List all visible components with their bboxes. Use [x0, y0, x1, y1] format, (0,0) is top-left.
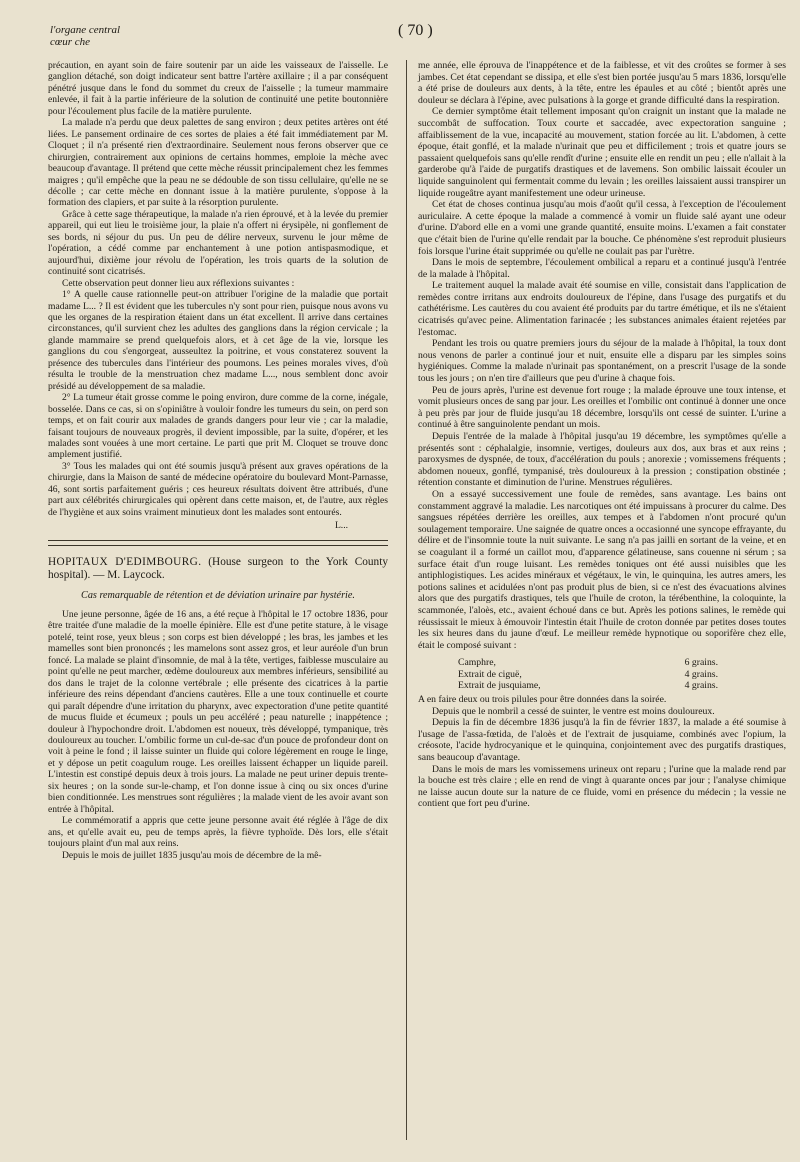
column-divider — [406, 60, 407, 1140]
prescription-row — [458, 669, 718, 681]
prescription-item: Camphre, — [458, 657, 496, 669]
paragraph: Grâce à cette sage thérapeutique, la malade n'a rien éprouvé, et à la levée du premier appareil, qui eut lieu le troisième jour, la plaie n'a offert ni érysipèle, ni gonflement de ses bords, ni séjour du pus. Un peu de délire nerveux, survenu le jour même de l'opération, a cédé comme par enchantement à une potion antispasmodique, et aujourd'hui, dixième jour révolu de l'opération, les trois quarts de la solution de continuité sont cicatrisés. — [48, 208, 388, 278]
prescription-table — [458, 657, 718, 692]
prescription-row — [458, 657, 718, 669]
author-signature: L... — [334, 520, 348, 532]
paragraph: Le commémoratif a appris que cette jeune personne avait été réglée à l'âge de dix ans, et qu'elle avait eu, peu de temps après, la fièvre typhoïde. Dès lors, elle s'était toujours plaint d'un mal aux reins. — [48, 815, 388, 850]
prescription-qty: 4 grains. — [684, 680, 718, 692]
section-title — [48, 556, 388, 582]
section-divider — [48, 545, 388, 546]
paragraph: 1° A quelle cause rationnelle peut-on attribuer l'origine de la maladie que portait madame L... ? Il est évident que les tubercules n'y sont pour rien, puisque nous avons vu que les organes de la respiration étaient dans un état excellent. Il arrive dans certaines circonstances, qu'il survient chez les adultes des ganglions dans la région cervicale ; la glande mammaire se prend quelquefois alors, et à cet âge de la vie, lorsque les ganglions du cou s'engorgeat, ausseultez la poitrine, et vous constaterez souvent la présence des tubercules dans l'intérieur des poumons. Les peines morales vives, d'où résulta le trouble de la menstruation chez madame L..., nous semblent donc avoir présidé au développement de sa maladie. — [48, 289, 388, 392]
section-subtitle: Cas remarquable de rétention et de déviation urinaire par hystérie. — [81, 589, 355, 601]
left-column — [48, 60, 388, 861]
prescription-item: Extrait de jusquiame, — [458, 680, 541, 692]
paragraph: Dans le mois de mars les vomissemens urineux ont reparu ; l'urine que la malade rend par la bouche est très claire ; elle en rend de vingt à quarante onces par jour ; l'analyse chimique ne laisse aucun doute sur la nature de ce fluide, vomi en présence du médecin ; la vessie ne contient que fort peu d'urine. — [418, 763, 786, 810]
prescription-item: Extrait de ciguë, — [458, 668, 522, 680]
paragraph: Cette observation peut donner lieu aux réflexions suivantes : — [62, 277, 295, 289]
right-column — [418, 60, 786, 810]
prescription-qty: 4 grains. — [684, 668, 718, 680]
running-head-left: l'organe central cœur che — [50, 24, 121, 48]
page-number: ( 70 ) — [398, 22, 433, 39]
paragraph: Cet état de choses continua jusqu'au mois d'août qu'il cessa, à l'exception de l'écoulement auriculaire. A cette époque la malade a commencé à vomir un fluide salé ayant une odeur d'urine. D'abord elle en a vomi une grande quantité, ensuite moins. L'examen a fait constater que c'était bien de l'urine qu'elle rendait par la bouche. Ce phénomène s'est reproduit plusieurs fois lorsque l'urine était supprimée ou qu'elle ne coulait pas par l'urètre. — [418, 199, 786, 257]
paragraph: me année, elle éprouva de l'inappétence et de la faiblesse, et vit des croûtes se former à ses jambes. Cet état cependant se dissipa, et elle s'est bien portée jusqu'au 5 mars 1836, lorsqu'elle a été prise de douleurs aux dents, à la tête, entre les épaules et au côté ; bientôt après une douleur se déclara à l'épine, avec pulsations à la gorge et grande difficulté dans la respiration. — [418, 60, 786, 106]
paragraph: Depuis l'entrée de la malade à l'hôpital jusqu'au 19 décembre, les symptômes qu'elle a présentés sont : céphalalgie, insomnie, vertiges, douleurs aux dos, aux bras et aux reins ; paroxysmes de dyspnée, de toux, d'accélération du pouls ; anorexie ; vomissemens fréquents ; abdomen noueux, gonflé, tympanisé, très douloureux à la pression ; constipation obstinée ; rétention constante et diminution de l'urine. Menstrues régulières. — [418, 431, 786, 489]
section-divider — [48, 540, 388, 541]
prescription-qty: 6 grains. — [684, 657, 718, 669]
section-title-caps: HOPITAUX D'EDIMBOURG. — [48, 555, 202, 568]
paragraph: La malade n'a perdu que deux palettes de sang environ ; deux petites artères ont été liées. Le pansement ordinaire de ces sortes de plaies a été fait immédiatement par M. Cloquet ; il n'a présenté rien d'extraordinaire. Seulement nous ferons observer que ce chirurgien, contrairement aux opinions de certains hommes, emploie la mèche avec beaucoup d'avantage. Il prétend que cette mèche réussit principalement chez les femmes maigres ; qu'il empêche que la peau ne se dédouble de son tissu cellulaire, qu'elle ne se décolle ; car cette mèche en donnant issue à la matière purulente, s'oppose à la formation des clapiers, et par suite à la résorption purulente. — [48, 117, 388, 209]
paragraph: Une jeune personne, âgée de 16 ans, a été reçue à l'hôpital le 17 octobre 1836, pour être traitée d'une maladie de la moelle épinière. Elle est d'une petite stature, à le visage potelé, teint rose, yeux bleus ; son corps est bien développé ; les bras, les jambes et les mamelles sont bien prononcés ; les mamelons sont assez gros, et leur auréole d'un brun foncé. La malade se plaint d'insomnie, de mal à la tête, vertiges, faiblesse musculaire au point qu'elle ne peut marcher, œdème douloureux aux membres inférieurs, sensibilité au dos dans le trajet de la colonne vertébrale ; elle présente des cicatrices à la partie inférieure des reins dépendant d'anciens cautères. Elle a une toux continuelle et courte qui paraît dépendre d'une irritation du pharynx, avec expectoration d'une petite quantité de mucus fluide et écumeux ; pouls un peu accéléré ; peau naturelle ; inappétence ; douleur à l'hypochondre droit. L'abdomen est noueux, très développé, tympanique, très douloureux au toucher. L'ombilic forme un cul-de-sac d'un pouce de profondeur dont on voit à peine le fond ; il laisse suinter un fluide qui colore légèrement en rouge le linge, et y dépose un petit coagulum rouge. Les oreilles laissent échapper un liquide pareil. L'intestin est constipé depuis deux à trois jours. La malade ne peut uriner depuis trente-six heures ; on la sonde sur-le-champ, et l'on donne issue à cinq ou six onces d'urine bien conditionnée. Les menstrues sont régulières ; la malade vient de les avoir avant son entrée à l'hôpital. — [48, 609, 388, 815]
paragraph: précaution, en ayant soin de faire soutenir par un aide les vaisseaux de l'aisselle. Le ganglion détaché, son doigt indicateur sent battre l'artère axillaire ; il a par conséquent pénétré jusque dans le fond du sommet du creux de l'aisselle ; la tumeur mammaire enlevée, il fait à la partie inférieure de la solution de continuité une petite boutonnière pour l'écoulement plus facile de la matière purulente. — [48, 60, 388, 117]
paragraph: 2° La tumeur était grosse comme le poing environ, dure comme de la corne, inégale, bosselée. Dans ce cas, si on s'opiniâtre à vouloir fondre les tumeurs du sein, on perd son temps, et on fait courir aux malades de grands dangers pour leur vie ; car la maladie, faisant toujours de nouveaux progrès, il devient impossible, par la suite, d'opérer, et les malades sont vouées à une mort certaine. Le parti que prit M. Cloquet se trouve donc amplement justifié. — [48, 392, 388, 461]
paragraph: Pendant les trois ou quatre premiers jours du séjour de la malade à l'hôpital, la toux dont nous venons de parler a continué jour et nuit, ensuite elle a disparu par les simples soins hygiéniques. Comme la malade n'urinait pas spontanément, on a prescrit l'usage de la sonde tous les jours ; on n'en tire d'ailleurs que peu d'urine à chaque fois. — [418, 338, 786, 385]
paragraph: Peu de jours après, l'urine est devenue fort rouge ; la malade éprouve une toux intense, et vomit plusieurs onces de sang par jour. Les oreilles et l'ombilic ont continué à donner une once à peu près par jour de fluide jusqu'au 18 décembre, lorsqu'ils ont cessé de suinter. L'urine a continué à être sanguinolente pendant un mois. — [418, 384, 786, 431]
paragraph: Ce dernier symptôme était tellement imposant qu'on craignit un instant que la malade ne succombât de suffocation. Toux courte et saccadée, avec expectoration sanguine ; affaiblissement de la vue, incapacité au mouvement, station forcée au lit. L'abdomen, à cette époque, était gonflé, et la malade n'urinait que peu et difficilement ; trois et quatre jours se passaient quelquefois sans qu'elle rendît d'urine ; ensuite elle en rendit un peu ; elle n'allait à la garderobe qu'à l'aide de purgatifs drastiques et de lavemens. Son ombilic laissait écouler un liquide sanguinolent qui fermentait comme du levain ; les oreilles laissaient aussi transpirer un liquide rougeâtre ayant manifestement une odeur urineuse. — [418, 106, 786, 199]
paragraph: A en faire deux ou trois pilules pour être données dans la soirée. — [418, 694, 667, 706]
paragraph: Depuis la fin de décembre 1836 jusqu'à la fin de février 1837, la malade a été soumise à l'usage de l'assa-fœtida, de l'aloès et de l'extrait de jusquiame, combinés avec l'opium, la créosote, l'acide hydrocyanique et le quinquina, conjointement avec des purgatifs drastiques, sans beaucoup d'avantage. — [418, 717, 786, 764]
paragraph: On a essayé successivement une foule de remèdes, sans avantage. Les bains ont constamment aggravé la maladie. Les narcotiques ont été impuissans à procurer du calme. Des sangsues répétées derrière les oreilles, aux tempes et à l'abdomen n'ont procuré qu'un soulagement temporaire. Une saignée de quatre onces a occasionné une syncope effrayante, du délire et de l'insomnie toute la nuit suivante. Le sang n'a pas jailli en sortant de la veine, et en se coagulant il a formé un caillot mou, d'apparence gélatineuse, sans couenne ni sérum ; sa surface était d'un rouge luisant. Les remèdes toniques ont été aussi nuisibles que les antiphlogistiques. Les acides minéraux et végétaux, le vin, le quinquina, les autres amers, les potions salines et acidulées n'ont pas produit plus de bien, si ce n'est des évacuations alvines alors que des purgatifs drastiques, tels que l'huile de croton, la térébenthine, la coloquinte, la scammonée, l'aloès, etc., avaient échoué dans ce but. Après les potions salines, le remède qui réussissait le mieux à émouvoir l'intestin était l'huile de croton donnée par petites doses toutes les six heures dans du jaune d'œuf. Le meilleur remède hypnotique ou soporifère chez elle, était le composé suivant : — [418, 488, 786, 651]
section-title-rest: (House surgeon to the York County hospital). — M. Laycock. — [48, 555, 388, 581]
paragraph: Depuis le mois de juillet 1835 jusqu'au mois de décembre de la mê- — [62, 849, 322, 861]
paragraph: Depuis que le nombril a cessé de suinter, le ventre est moins douloureux. — [432, 705, 715, 717]
prescription-row — [458, 680, 718, 692]
paragraph: Le traitement auquel la malade avait été soumise en ville, consistait dans l'application de remèdes contre irritans aux endroits douloureux de l'épine, dans l'usage des purgatifs et du cathétérisme. Les cautères du cou avaient été produits par du tartre émétique, et ils ne s'étaient cicatrisés qu'avec peine. Alimentation farinacée ; les substances animales étaient rejetées par l'estomac. — [418, 280, 786, 338]
paragraph: 3° Tous les malades qui ont été soumis jusqu'à présent aux graves opérations de la chirurgie, dans la Maison de santé de médecine opératoire du boulevard Mont-Parnasse, 46, sont sortis parfaitement guéris ; ces heureux résultats doivent être attribués, d'une part aux célébrités chirurgicales qui opèrent dans cette maison, et, de l'autre, aux règles de l'hygiène et aux soins vraiment minutieux dont les malades sont entourés. — [48, 460, 388, 518]
paragraph: Dans le mois de septembre, l'écoulement ombilical a reparu et a continué jusqu'à l'entrée de la malade à l'hôpital. — [418, 257, 786, 280]
